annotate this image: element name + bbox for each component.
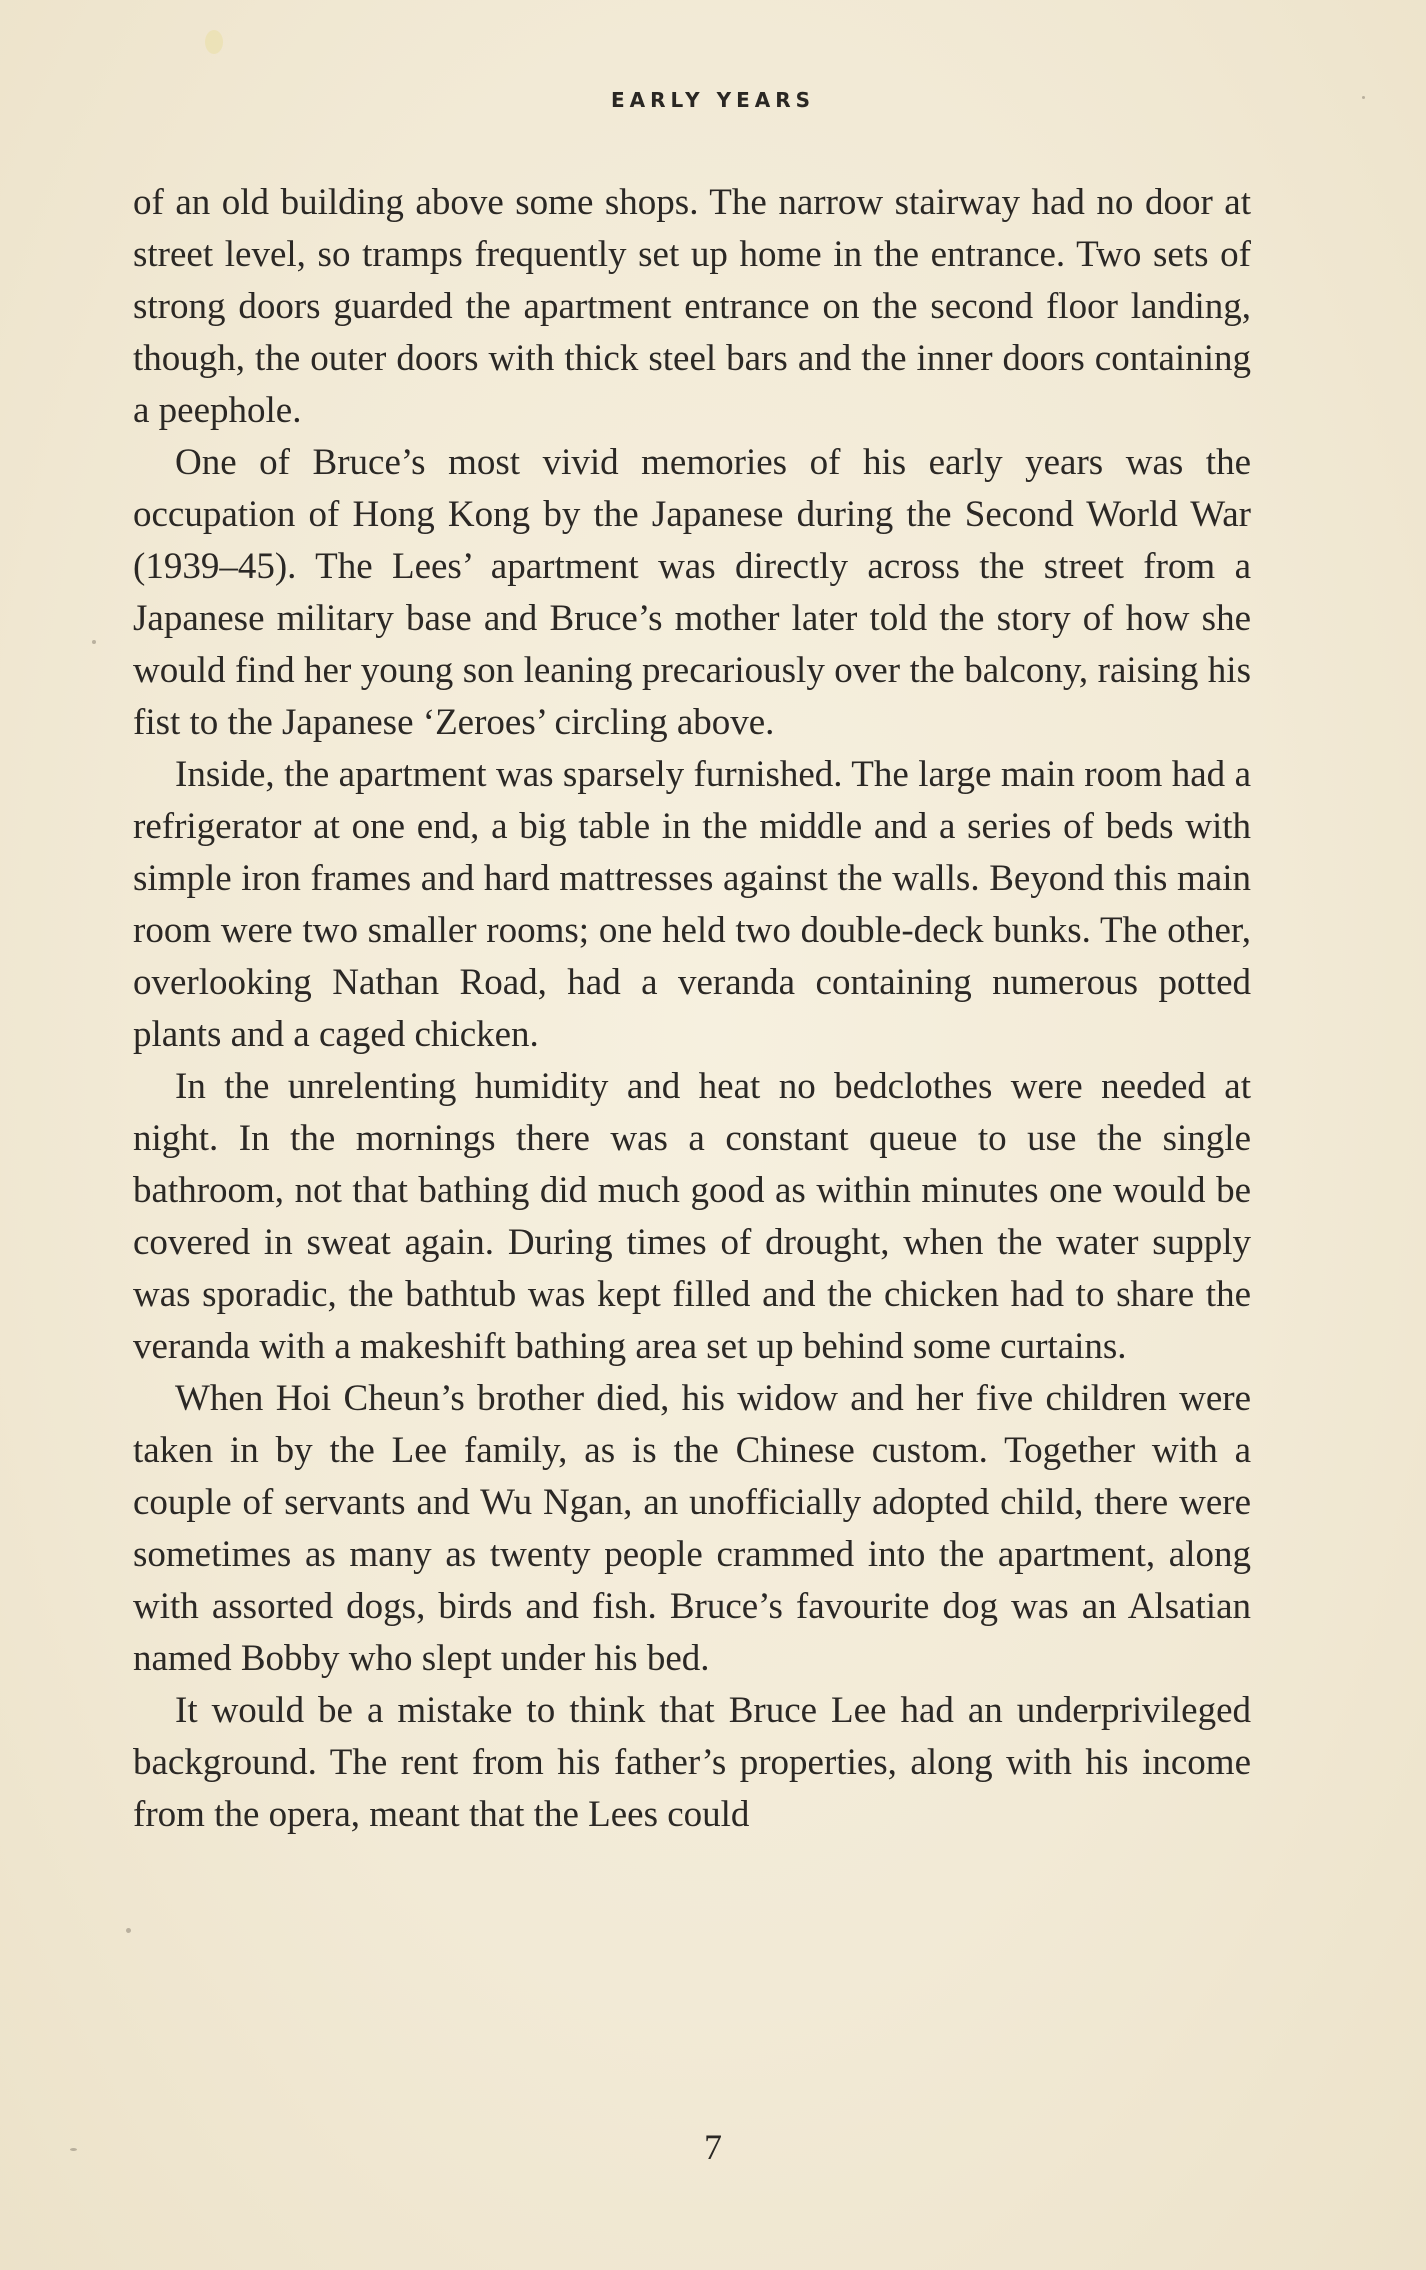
body-text <box>133 177 1251 1841</box>
paper-speck <box>126 1928 131 1933</box>
paper-speck <box>92 640 96 644</box>
paper-stain <box>205 30 223 54</box>
paragraph: One of Bruce’s most vivid memories of his early years was the occupation of Hong Kong by the Japanese during the Second World War (1939–45). The Lees’ apartment was directly across the street from a Japanese military base and Bruce’s mother later told the story of how she would find her young son leaning precariously over the balcony, raising his fist to the Japanese ‘Zeroes’ circling above. <box>133 442 1251 743</box>
paragraph: Inside, the apartment was sparsely furnished. The large main room had a refrigerator at one end, a big table in the middle and a series of beds with simple iron frames and hard mattresses against the walls. Beyond this main room were two smaller rooms; one held two double-deck bunks. The other, overlooking Nathan Road, had a veranda containing numerous potted plants and a caged chicken. <box>133 754 1251 1055</box>
paragraph: of an old building above some shops. The narrow stairway had no door at street level, so tramps frequently set up home in the entrance. Two sets of strong doors guarded the apartment entrance on the second floor landing, though, the outer doors with thick steel bars and the inner doors containing a peephole. <box>133 182 1251 431</box>
paragraph: In the unrelenting humidity and heat no bedclothes were needed at night. In the mornings there was a constant queue to use the single bathroom, not that bathing did much good as within minutes one would be covered in sweat again. During times of drought, when the water supply was sporadic, the bathtub was kept filled and the chicken had to share the veranda with a makeshift bathing area set up behind some curtains. <box>133 1066 1251 1367</box>
page-number: 7 <box>704 2127 722 2167</box>
paragraph: It would be a mistake to think that Bruce Lee had an underprivileged background. The rent from his father’s properties, along with his income from the opera, meant that the Lees could <box>133 1690 1251 1835</box>
paragraph: When Hoi Cheun’s brother died, his widow and her five children were taken in by the Lee family, as is the Chinese custom. Together with a couple of servants and Wu Ngan, an unofficially adopted child, there were sometimes as many as twenty people crammed into the apartment, along with assorted dogs, birds and fish. Bruce’s favourite dog was an Alsatian named Bobby who slept under his bed. <box>133 1378 1251 1679</box>
running-head: EARLY YEARS <box>610 88 816 112</box>
